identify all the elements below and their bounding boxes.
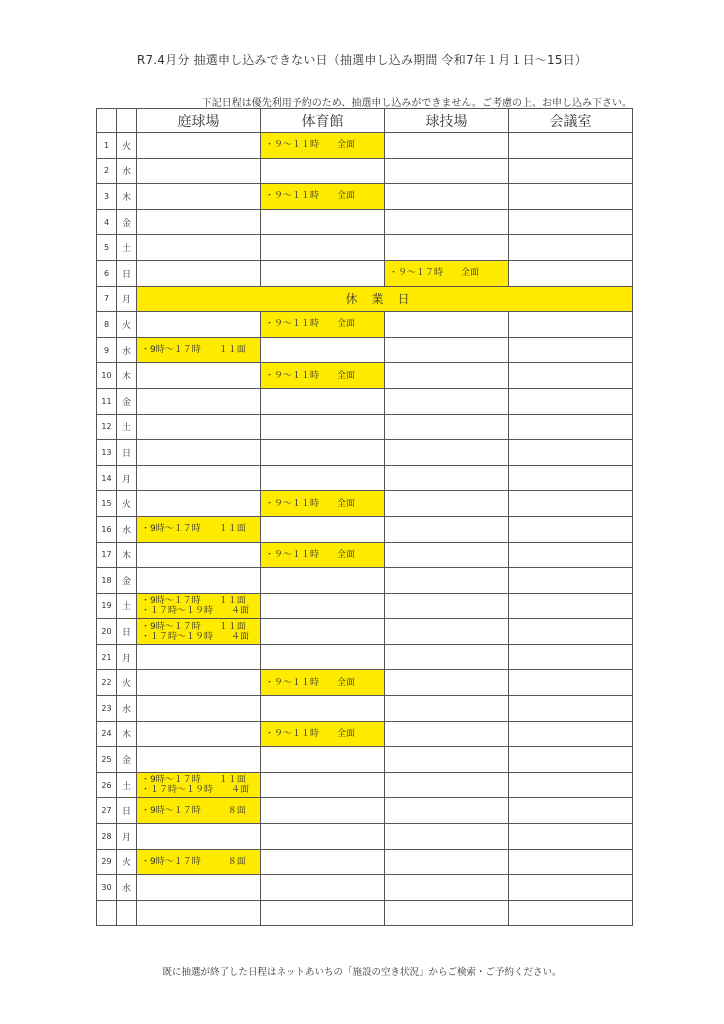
reserved-cell: [261, 670, 385, 696]
reservation-entry: ・１７時～１９時 ４面: [141, 785, 250, 796]
empty-cell: [261, 388, 385, 414]
empty-cell: [509, 824, 633, 850]
empty-cell: [385, 619, 509, 645]
reservation-entry: ・9時～１７時 ８面: [141, 856, 246, 867]
day-number: 12: [97, 414, 117, 440]
weekday: 火: [117, 670, 137, 696]
table-row: [97, 235, 633, 261]
empty-cell: [261, 158, 385, 184]
empty-cell: [261, 849, 385, 875]
table-row: [97, 696, 633, 722]
weekday: 月: [117, 465, 137, 491]
day-number: 29: [97, 849, 117, 875]
empty-cell: [509, 747, 633, 773]
table-row: [97, 260, 633, 286]
schedule-body: [97, 133, 633, 926]
table-row: [97, 337, 633, 363]
table-row: [97, 133, 633, 159]
empty-cell: [509, 388, 633, 414]
weekday: [117, 900, 137, 926]
empty-cell: [261, 235, 385, 261]
weekday: 日: [117, 260, 137, 286]
empty-cell: [385, 875, 509, 901]
table-row: [97, 772, 633, 798]
day-number: 22: [97, 670, 117, 696]
reservation-entry: ・9時～１７時 １１面: [141, 345, 246, 356]
empty-cell: [137, 312, 261, 338]
day-number: 18: [97, 568, 117, 594]
empty-cell: [137, 158, 261, 184]
weekday: 月: [117, 644, 137, 670]
empty-cell: [385, 721, 509, 747]
empty-cell: [137, 491, 261, 517]
reserved-cell: [261, 184, 385, 210]
day-number: 4: [97, 209, 117, 235]
empty-cell: [261, 900, 385, 926]
reservation-entry: ・9時～１７時 ８面: [141, 805, 246, 816]
reservation-entry: ・９～１１時 全面: [265, 549, 356, 560]
reserved-cell: [261, 542, 385, 568]
table-row: [97, 388, 633, 414]
table-row: [97, 747, 633, 773]
empty-cell: [137, 388, 261, 414]
empty-cell: [385, 516, 509, 542]
empty-cell: [137, 721, 261, 747]
weekday: 火: [117, 312, 137, 338]
empty-cell: [509, 900, 633, 926]
day-number: 24: [97, 721, 117, 747]
day-number: 7: [97, 286, 117, 312]
day-number: 19: [97, 593, 117, 619]
empty-cell: [261, 414, 385, 440]
empty-cell: [385, 644, 509, 670]
day-number: [97, 900, 117, 926]
reserved-cell: [137, 593, 261, 619]
table-row: [97, 849, 633, 875]
empty-cell: [509, 133, 633, 159]
weekday: 木: [117, 542, 137, 568]
footer-note: 既に抽選が終了した日程はネットあいちの「施設の空き状況」からご検索・ご予約ください。: [162, 967, 562, 978]
reserved-cell: [137, 772, 261, 798]
weekday: 日: [117, 440, 137, 466]
header-weekday: [117, 109, 137, 133]
empty-cell: [385, 440, 509, 466]
weekday: 木: [117, 721, 137, 747]
table-row: [97, 824, 633, 850]
reserved-cell: [261, 363, 385, 389]
schedule-table: [96, 108, 633, 926]
day-number: 8: [97, 312, 117, 338]
empty-cell: [137, 900, 261, 926]
reservation-entry: ・９～１１時 全面: [265, 191, 356, 202]
empty-cell: [385, 491, 509, 517]
day-number: 1: [97, 133, 117, 159]
column-header: 球技場: [385, 109, 509, 133]
empty-cell: [509, 644, 633, 670]
empty-cell: [137, 133, 261, 159]
empty-cell: [385, 696, 509, 722]
empty-cell: [261, 747, 385, 773]
day-number: 20: [97, 619, 117, 645]
empty-cell: [509, 209, 633, 235]
table-row: [97, 568, 633, 594]
day-number: 10: [97, 363, 117, 389]
empty-cell: [385, 337, 509, 363]
day-number: 13: [97, 440, 117, 466]
day-number: 28: [97, 824, 117, 850]
reserved-cell: [385, 260, 509, 286]
weekday: 金: [117, 209, 137, 235]
empty-cell: [137, 568, 261, 594]
empty-cell: [509, 491, 633, 517]
table-row: [97, 875, 633, 901]
empty-cell: [385, 747, 509, 773]
reservation-entry: ・９～１１時 全面: [265, 319, 356, 330]
day-number: 23: [97, 696, 117, 722]
table-row: [97, 542, 633, 568]
empty-cell: [137, 747, 261, 773]
reservation-entry: ・９～１１時 全面: [265, 140, 356, 151]
empty-cell: [509, 619, 633, 645]
empty-cell: [261, 798, 385, 824]
reservation-entry: ・９～１１時 全面: [265, 498, 356, 509]
table-row: [97, 312, 633, 338]
reservation-entry: ・１７時～１９時 ４面: [141, 631, 250, 642]
empty-cell: [137, 235, 261, 261]
empty-cell: [385, 772, 509, 798]
empty-cell: [385, 670, 509, 696]
reserved-cell: [137, 619, 261, 645]
day-number: 27: [97, 798, 117, 824]
weekday: 水: [117, 158, 137, 184]
empty-cell: [137, 644, 261, 670]
empty-cell: [509, 260, 633, 286]
empty-cell: [137, 670, 261, 696]
empty-cell: [385, 465, 509, 491]
table-row: [97, 414, 633, 440]
empty-cell: [385, 209, 509, 235]
empty-cell: [385, 568, 509, 594]
table-row: [97, 619, 633, 645]
empty-cell: [137, 209, 261, 235]
empty-cell: [137, 414, 261, 440]
table-row: [97, 721, 633, 747]
empty-cell: [509, 696, 633, 722]
empty-cell: [261, 644, 385, 670]
empty-cell: [385, 133, 509, 159]
empty-cell: [385, 900, 509, 926]
empty-cell: [509, 542, 633, 568]
empty-cell: [261, 619, 385, 645]
weekday: 金: [117, 747, 137, 773]
empty-cell: [261, 337, 385, 363]
empty-cell: [385, 824, 509, 850]
weekday: 木: [117, 363, 137, 389]
notice-text: 下記日程は優先利用予約のため、抽選申し込みができません。ご考慮の上、お申し込み下さい。: [201, 98, 632, 109]
empty-cell: [261, 260, 385, 286]
reserved-cell: [137, 798, 261, 824]
holiday-banner: 休業日: [137, 286, 633, 312]
table-row: [97, 644, 633, 670]
weekday: 土: [117, 235, 137, 261]
empty-cell: [137, 542, 261, 568]
weekday: 金: [117, 568, 137, 594]
weekday: 水: [117, 516, 137, 542]
table-row: [97, 593, 633, 619]
reservation-entry: ・９～１１時 全面: [265, 728, 356, 739]
empty-cell: [137, 184, 261, 210]
empty-cell: [385, 388, 509, 414]
table-row: [97, 900, 633, 926]
day-number: 15: [97, 491, 117, 517]
empty-cell: [385, 184, 509, 210]
empty-cell: [509, 670, 633, 696]
empty-cell: [509, 568, 633, 594]
table-row: [97, 798, 633, 824]
empty-cell: [137, 696, 261, 722]
empty-cell: [509, 772, 633, 798]
reserved-cell: [137, 516, 261, 542]
empty-cell: [385, 593, 509, 619]
table-row: [97, 440, 633, 466]
empty-cell: [509, 593, 633, 619]
header-row: [97, 109, 633, 133]
table-row: [97, 491, 633, 517]
empty-cell: [509, 158, 633, 184]
page-title: R7.4月分 抽選申し込みできない日（抽選申し込み期間 令和7年１月１日～15日）: [136, 53, 588, 67]
weekday: 水: [117, 337, 137, 363]
day-number: 2: [97, 158, 117, 184]
empty-cell: [261, 516, 385, 542]
column-header: 会議室: [509, 109, 633, 133]
table-row: [97, 158, 633, 184]
weekday: 日: [117, 798, 137, 824]
reservation-entry: ・9時～１７時 １１面: [141, 621, 246, 632]
weekday: 月: [117, 286, 137, 312]
day-number: 6: [97, 260, 117, 286]
empty-cell: [385, 542, 509, 568]
empty-cell: [509, 465, 633, 491]
weekday: 火: [117, 491, 137, 517]
day-number: 3: [97, 184, 117, 210]
table-row: [97, 286, 633, 312]
empty-cell: [261, 824, 385, 850]
weekday: 月: [117, 824, 137, 850]
table-row: [97, 184, 633, 210]
day-number: 9: [97, 337, 117, 363]
day-number: 17: [97, 542, 117, 568]
reserved-cell: [261, 491, 385, 517]
table-row: [97, 465, 633, 491]
empty-cell: [137, 440, 261, 466]
reservation-entry: ・9時～１７時 １１面: [141, 775, 246, 786]
empty-cell: [509, 363, 633, 389]
empty-cell: [385, 414, 509, 440]
empty-cell: [509, 440, 633, 466]
reservation-entry: ・9時～１７時 １１面: [141, 595, 246, 606]
empty-cell: [509, 184, 633, 210]
empty-cell: [261, 440, 385, 466]
table-row: [97, 670, 633, 696]
empty-cell: [385, 798, 509, 824]
reservation-entry: ・９～１１時 全面: [265, 370, 356, 381]
reserved-cell: [261, 312, 385, 338]
empty-cell: [509, 235, 633, 261]
reserved-cell: [261, 133, 385, 159]
empty-cell: [137, 260, 261, 286]
empty-cell: [137, 824, 261, 850]
empty-cell: [137, 875, 261, 901]
empty-cell: [385, 158, 509, 184]
empty-cell: [261, 593, 385, 619]
empty-cell: [261, 568, 385, 594]
empty-cell: [261, 875, 385, 901]
reservation-entry: ・9時～１７時 １１面: [141, 524, 246, 535]
weekday: 土: [117, 414, 137, 440]
day-number: 25: [97, 747, 117, 773]
empty-cell: [509, 337, 633, 363]
day-number: 11: [97, 388, 117, 414]
empty-cell: [385, 849, 509, 875]
day-number: 21: [97, 644, 117, 670]
weekday: 火: [117, 133, 137, 159]
reserved-cell: [137, 849, 261, 875]
weekday: 木: [117, 184, 137, 210]
empty-cell: [509, 721, 633, 747]
header-day: [97, 109, 117, 133]
weekday: 火: [117, 849, 137, 875]
reservation-entry: ・９～１７時 全面: [389, 268, 480, 279]
empty-cell: [385, 363, 509, 389]
empty-cell: [509, 798, 633, 824]
table-row: [97, 209, 633, 235]
empty-cell: [137, 363, 261, 389]
reservation-entry: ・１７時～１９時 ４面: [141, 605, 250, 616]
empty-cell: [261, 696, 385, 722]
empty-cell: [385, 312, 509, 338]
table-row: [97, 516, 633, 542]
reserved-cell: [261, 721, 385, 747]
day-number: 14: [97, 465, 117, 491]
day-number: 5: [97, 235, 117, 261]
empty-cell: [509, 516, 633, 542]
column-header: 体育館: [261, 109, 385, 133]
empty-cell: [509, 414, 633, 440]
reservation-entry: ・９～１１時 全面: [265, 677, 356, 688]
weekday: 日: [117, 619, 137, 645]
empty-cell: [261, 465, 385, 491]
day-number: 26: [97, 772, 117, 798]
weekday: 水: [117, 696, 137, 722]
column-header: 庭球場: [137, 109, 261, 133]
empty-cell: [137, 465, 261, 491]
weekday: 土: [117, 593, 137, 619]
empty-cell: [261, 209, 385, 235]
empty-cell: [509, 849, 633, 875]
empty-cell: [509, 312, 633, 338]
reserved-cell: [137, 337, 261, 363]
day-number: 16: [97, 516, 117, 542]
weekday: 土: [117, 772, 137, 798]
weekday: 水: [117, 875, 137, 901]
day-number: 30: [97, 875, 117, 901]
empty-cell: [385, 235, 509, 261]
table-row: [97, 363, 633, 389]
weekday: 金: [117, 388, 137, 414]
empty-cell: [261, 772, 385, 798]
empty-cell: [509, 875, 633, 901]
